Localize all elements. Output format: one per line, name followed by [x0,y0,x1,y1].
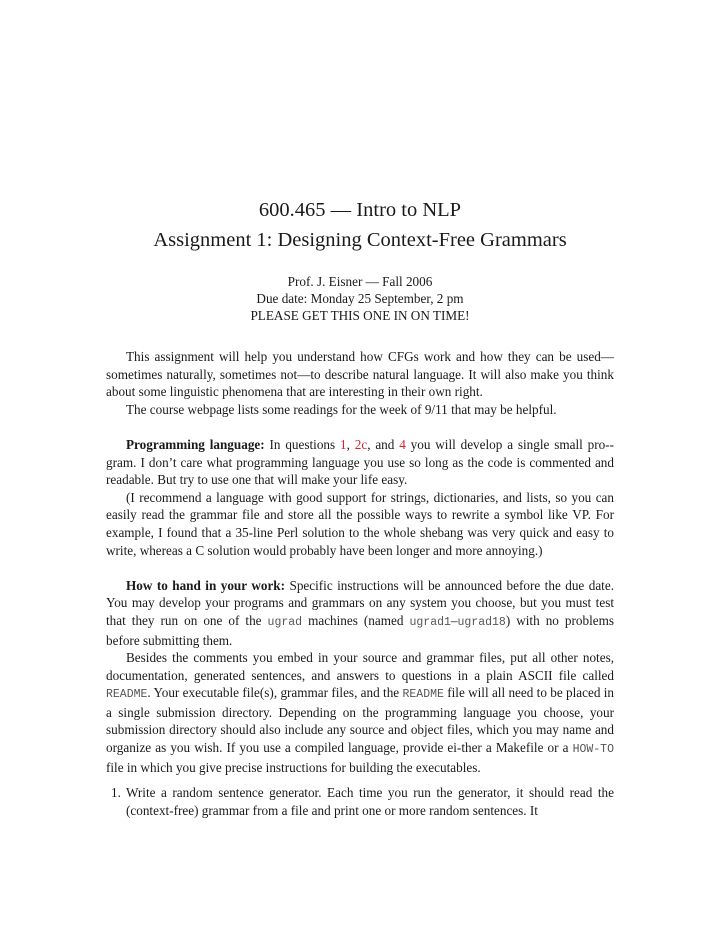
title-course: 600.465 — Intro to NLP [258,199,462,221]
notice-line: PLEASE GET THIS ONE IN ON TIME! [250,308,470,323]
question-text: Write a random sentence generator. Each time you run the generator, it should read the (context-free) grammar from a file and print one or more random sentences. It [126,785,614,818]
code-ugrad: ugrad [267,615,303,629]
handin-paragraph: How to hand in your work: Specific instructions will be announced before the due date. You may develop your programs and grammars on any system you choose, but you must test that they run on one of the ugrad machines (named ugrad1–ugrad18) with no problems before submitting them. [106,577,614,648]
code-ugrad1: ugrad1 [409,615,451,629]
programming-paragraph: Programming language: In questions 1, 2c, and 4 you will develop a single small pro-gram. I don’t care what programming language you use so long as the code is commented and readable. But try to use one that will make your life easy. [106,436,615,488]
handin-details-paragraph: Besides the comments you embed in your source and grammar files, put all other notes, documentation, generated sentences, and answers to questions in a plain ASCII file called README. Your executable file(s), grammar files, and the README file will all need to be placed in a single submission directory. Depending on the programming language you choose, your submission directory should also include any source and object files, which you may name and organize as you wish. If you use a compiled language, provide ei-ther a Makefile or a HOW-TO file in which you give precise instructions for building the executables. [106,650,614,775]
question-list [106,784,614,819]
code-readme-2: README [402,688,444,702]
handin-heading: How to hand in your work: [126,577,286,593]
title-assignment: Assignment 1: Designing Context-Free Grammars [153,229,567,251]
programming-recommendation-paragraph: (I recommend a language with good support for strings, dictionaries, and lists, so you can easily read the grammar file and store all the possible ways to rewrite a symbol like VP. For example, I found that a 35-line Perl solution to the whole shebang was very quick and easy to write, whereas a C solution would probably have been longer and more annoying.) [106,489,614,558]
intro-paragraph: This assignment will help you understand how CFGs work and how they can be used—sometimes naturally, sometimes not—to describe natural language. It will also make you think about some linguistic phenomena that are interesting in their own right. [106,349,614,400]
question-item [106,784,614,819]
code-ugrad18: ugrad18 [457,615,506,629]
code-readme: README [106,688,148,702]
body-text [106,348,614,819]
question-ref-2c[interactable]: 2c [354,436,368,452]
question-number: 1. [111,785,121,801]
due-date-line: Due date: Monday 25 September, 2 pm [256,291,464,306]
code-how-to: HOW-TO [572,743,614,757]
author-line: Prof. J. Eisner — Fall 2006 [287,274,433,289]
question-ref-1[interactable]: 1 [340,436,347,452]
programming-heading: Programming language: [126,436,265,452]
question-ref-4[interactable]: 4 [399,436,406,452]
intro-readings-paragraph: The course webpage lists some readings for the week of 9/11 that may be helpful. [126,401,557,417]
